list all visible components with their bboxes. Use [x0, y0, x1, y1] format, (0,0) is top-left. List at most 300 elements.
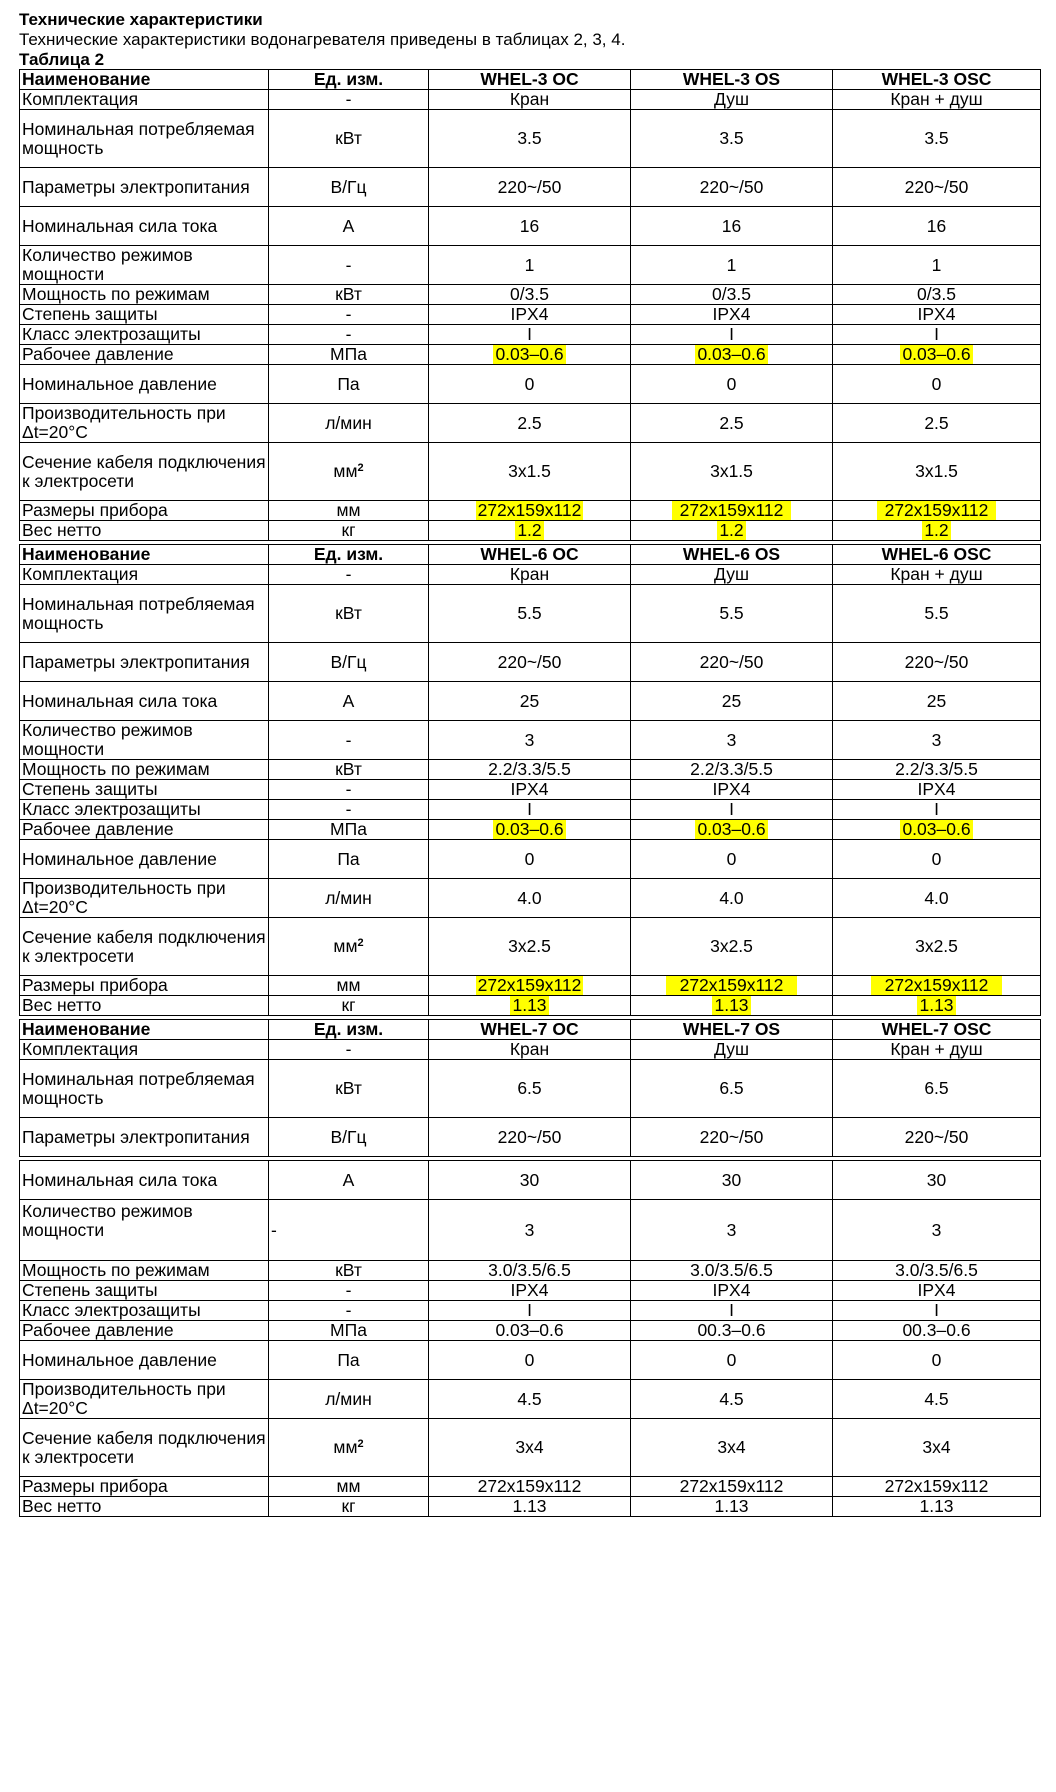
param-unit: мм	[269, 1477, 429, 1497]
table-row	[20, 1040, 1041, 1060]
param-name: Рабочее давление	[20, 820, 269, 840]
header-cell: WHEL-6 OC	[429, 545, 631, 565]
param-value: IPX4	[833, 305, 1041, 325]
table-row	[20, 1060, 1041, 1118]
table-header-row	[20, 545, 1041, 565]
param-name: Параметры электропитания	[20, 643, 269, 682]
param-value	[631, 976, 833, 996]
param-value: 1	[429, 246, 631, 285]
param-value	[833, 521, 1041, 541]
param-value	[833, 996, 1041, 1016]
unit-superscript: 2	[357, 1438, 364, 1450]
param-name: Мощность по режимам	[20, 285, 269, 305]
param-unit: кг	[269, 521, 429, 541]
header-cell: WHEL-7 OC	[429, 1020, 631, 1040]
header-cell: Ед. изм.	[269, 545, 429, 565]
param-value: 3	[429, 721, 631, 760]
param-value: 5.5	[429, 585, 631, 643]
param-value: 16	[631, 207, 833, 246]
param-value: 4.5	[631, 1380, 833, 1419]
param-unit: -	[269, 721, 429, 760]
param-unit: -	[269, 800, 429, 820]
param-value: 2.2/3.3/5.5	[631, 760, 833, 780]
header-cell: WHEL-7 OS	[631, 1020, 833, 1040]
param-unit: МПа	[269, 1321, 429, 1341]
param-unit	[269, 1419, 429, 1477]
param-value: 220~/50	[631, 1118, 833, 1157]
highlighted-value: 272x159x112	[666, 976, 798, 996]
param-value: 220~/50	[631, 643, 833, 682]
param-value: 220~/50	[833, 1118, 1041, 1157]
header-cell: WHEL-3 OC	[429, 70, 631, 90]
param-unit: В/Гц	[269, 643, 429, 682]
table-row	[20, 800, 1041, 820]
header-cell: Наименование	[20, 1020, 269, 1040]
param-name: Размеры прибора	[20, 976, 269, 996]
table-row	[20, 285, 1041, 305]
param-value: 2.5	[631, 404, 833, 443]
intro-text: Технические характеристики водонагревателя приведены в таблицах 2, 3, 4.	[19, 30, 626, 49]
param-value: 30	[833, 1161, 1041, 1200]
param-value: 3x1.5	[631, 443, 833, 501]
spec-table-whel-7	[19, 1019, 1041, 1157]
param-value: 4.5	[429, 1380, 631, 1419]
param-value: 3x4	[429, 1419, 631, 1477]
param-unit: -	[269, 780, 429, 800]
param-value: IPX4	[631, 1281, 833, 1301]
table-row	[20, 976, 1041, 996]
header-cell: Наименование	[20, 70, 269, 90]
param-value: 0	[429, 1341, 631, 1380]
highlighted-value: 0.03–0.6	[697, 344, 766, 364]
highlighted-value: 1.2	[517, 520, 542, 540]
param-value	[833, 345, 1041, 365]
param-name: Производительность при Δt=20°С	[20, 1380, 269, 1419]
param-value: 3.0/3.5/6.5	[429, 1261, 631, 1281]
param-value: 3x4	[833, 1419, 1041, 1477]
param-unit	[269, 918, 429, 976]
param-name: Номинальная сила тока	[20, 207, 269, 246]
param-unit: -	[269, 246, 429, 285]
table-row	[20, 1261, 1041, 1281]
param-value	[429, 521, 631, 541]
param-unit: кВт	[269, 285, 429, 305]
table-row	[20, 1477, 1041, 1497]
param-unit: кВт	[269, 1060, 429, 1118]
param-value: 5.5	[833, 585, 1041, 643]
param-value: 0/3.5	[833, 285, 1041, 305]
param-unit: л/мин	[269, 1380, 429, 1419]
table-header-row	[20, 1020, 1041, 1040]
param-name: Сечение кабеля подключения к электросети	[20, 918, 269, 976]
unit-superscript: 2	[357, 462, 364, 474]
param-value: 0/3.5	[429, 285, 631, 305]
param-value: 30	[429, 1161, 631, 1200]
param-unit: -	[269, 1281, 429, 1301]
param-name: Номинальная потребляемая мощность	[20, 1060, 269, 1118]
table-row	[20, 840, 1041, 879]
unit-text: мм	[333, 461, 358, 481]
param-unit: Па	[269, 840, 429, 879]
param-value: 3x2.5	[429, 918, 631, 976]
table-caption: Таблица 2	[19, 50, 105, 69]
header-cell: WHEL-3 OSC	[833, 70, 1041, 90]
param-name: Комплектация	[20, 565, 269, 585]
param-value: 3	[833, 1200, 1041, 1261]
param-value: Кран + душ	[833, 1040, 1041, 1060]
highlighted-value: 1.2	[924, 520, 949, 540]
table-row	[20, 1118, 1041, 1157]
param-value: 2.2/3.3/5.5	[429, 760, 631, 780]
unit-superscript: 2	[357, 937, 364, 949]
param-value	[631, 820, 833, 840]
param-name: Комплектация	[20, 1040, 269, 1060]
param-value: 6.5	[833, 1060, 1041, 1118]
table-row	[20, 501, 1041, 521]
param-value: 3	[631, 721, 833, 760]
document-page	[19, 10, 1055, 1517]
param-name: Номинальная сила тока	[20, 682, 269, 721]
param-value: Кран + душ	[833, 565, 1041, 585]
param-name: Степень защиты	[20, 305, 269, 325]
param-unit: Па	[269, 1341, 429, 1380]
param-value: IPX4	[429, 1281, 631, 1301]
param-value: 3.5	[429, 110, 631, 168]
param-value: 6.5	[429, 1060, 631, 1118]
param-value: I	[833, 325, 1041, 345]
unit-text: мм	[333, 936, 358, 956]
param-value: 3x2.5	[833, 918, 1041, 976]
param-value: 0	[833, 1341, 1041, 1380]
param-value: I	[631, 1301, 833, 1321]
param-value: 220~/50	[429, 1118, 631, 1157]
param-value: 00.3–0.6	[833, 1321, 1041, 1341]
header-cell: WHEL-3 OS	[631, 70, 833, 90]
param-value: 2.5	[429, 404, 631, 443]
table-row	[20, 585, 1041, 643]
param-name: Номинальное давление	[20, 840, 269, 879]
table-row	[20, 404, 1041, 443]
param-name: Степень защиты	[20, 1281, 269, 1301]
param-value: 1	[631, 246, 833, 285]
param-value: 6.5	[631, 1060, 833, 1118]
param-unit: -	[269, 1040, 429, 1060]
param-value	[429, 820, 631, 840]
param-name: Класс электрозащиты	[20, 800, 269, 820]
highlighted-value: 1.2	[719, 520, 744, 540]
param-value	[833, 820, 1041, 840]
param-name: Вес нетто	[20, 996, 269, 1016]
param-name: Сечение кабеля подключения к электросети	[20, 443, 269, 501]
param-value: Кран	[429, 565, 631, 585]
table-row	[20, 207, 1041, 246]
param-value: 3.0/3.5/6.5	[631, 1261, 833, 1281]
param-name: Рабочее давление	[20, 345, 269, 365]
highlighted-value: 1.13	[512, 995, 547, 1015]
param-value: Душ	[631, 1040, 833, 1060]
table-row	[20, 760, 1041, 780]
param-value	[631, 345, 833, 365]
param-value: 0/3.5	[631, 285, 833, 305]
table-row	[20, 565, 1041, 585]
param-unit: кВт	[269, 110, 429, 168]
param-value: I	[833, 800, 1041, 820]
table-row	[20, 780, 1041, 800]
param-name: Количество режимов мощности	[20, 721, 269, 760]
param-unit: -	[269, 325, 429, 345]
param-value: 0	[631, 840, 833, 879]
param-unit: -	[269, 1301, 429, 1321]
highlighted-value: 1.13	[714, 995, 749, 1015]
param-value: 5.5	[631, 585, 833, 643]
param-value: 0	[631, 1341, 833, 1380]
param-value: 220~/50	[631, 168, 833, 207]
header-cell: WHEL-6 OS	[631, 545, 833, 565]
param-value	[833, 976, 1041, 996]
param-name: Производительность при Δt=20°С	[20, 404, 269, 443]
param-name: Класс электрозащиты	[20, 1301, 269, 1321]
param-unit: кВт	[269, 1261, 429, 1281]
param-name: Вес нетто	[20, 1497, 269, 1517]
param-unit: МПа	[269, 345, 429, 365]
param-name: Номинальная сила тока	[20, 1161, 269, 1200]
param-value: 3x1.5	[833, 443, 1041, 501]
highlighted-value: 272x159x112	[871, 976, 1003, 996]
table-row	[20, 682, 1041, 721]
param-value: IPX4	[631, 305, 833, 325]
highlighted-value: 1.13	[919, 995, 954, 1015]
param-value: Кран	[429, 1040, 631, 1060]
param-value: 272x159x112	[429, 1477, 631, 1497]
param-name: Степень защиты	[20, 780, 269, 800]
highlighted-value: 0.03–0.6	[902, 344, 971, 364]
param-unit: В/Гц	[269, 1118, 429, 1157]
table-row	[20, 918, 1041, 976]
param-unit: -	[269, 565, 429, 585]
param-value	[429, 501, 631, 521]
param-unit: л/мин	[269, 404, 429, 443]
param-name: Размеры прибора	[20, 501, 269, 521]
param-unit: мм	[269, 501, 429, 521]
param-value: 3.5	[631, 110, 833, 168]
table-row	[20, 1380, 1041, 1419]
section-heading: Технические характеристики	[19, 10, 263, 29]
highlighted-value: 272x159x112	[672, 501, 792, 521]
param-value: 220~/50	[833, 643, 1041, 682]
param-value: 1	[833, 246, 1041, 285]
table-row	[20, 996, 1041, 1016]
param-value: I	[429, 800, 631, 820]
highlighted-value: 0.03–0.6	[697, 819, 766, 839]
table-row	[20, 305, 1041, 325]
param-value: 3.0/3.5/6.5	[833, 1261, 1041, 1281]
table-row	[20, 345, 1041, 365]
param-value: 0	[429, 840, 631, 879]
param-value: 4.0	[631, 879, 833, 918]
spec-table-whel-6	[19, 544, 1041, 1016]
param-value: 2.2/3.3/5.5	[833, 760, 1041, 780]
param-value	[429, 345, 631, 365]
param-value: I	[429, 1301, 631, 1321]
table-row	[20, 443, 1041, 501]
param-name: Сечение кабеля подключения к электросети	[20, 1419, 269, 1477]
param-name: Номинальное давление	[20, 1341, 269, 1380]
param-value: I	[429, 325, 631, 345]
param-unit: -	[269, 90, 429, 110]
highlighted-value: 272x159x112	[477, 500, 582, 520]
param-value: 30	[631, 1161, 833, 1200]
param-value: 16	[429, 207, 631, 246]
header-cell: Наименование	[20, 545, 269, 565]
unit-text: мм	[333, 1437, 358, 1457]
param-name: Вес нетто	[20, 521, 269, 541]
table-row	[20, 1281, 1041, 1301]
param-value: 272x159x112	[833, 1477, 1041, 1497]
param-unit: кг	[269, 996, 429, 1016]
table-row	[20, 879, 1041, 918]
param-value: 3x2.5	[631, 918, 833, 976]
param-value	[429, 996, 631, 1016]
param-name: Рабочее давление	[20, 1321, 269, 1341]
param-unit: мм	[269, 976, 429, 996]
param-unit: -	[269, 305, 429, 325]
param-name: Номинальная потребляемая мощность	[20, 585, 269, 643]
table-row	[20, 1200, 1041, 1261]
param-value: Кран + душ	[833, 90, 1041, 110]
param-name: Мощность по режимам	[20, 760, 269, 780]
param-value: 3x1.5	[429, 443, 631, 501]
highlighted-value: 0.03–0.6	[495, 819, 564, 839]
table-row	[20, 1161, 1041, 1200]
param-value: IPX4	[631, 780, 833, 800]
param-unit: Па	[269, 365, 429, 404]
table-header-row	[20, 70, 1041, 90]
header-cell: WHEL-7 OSC	[833, 1020, 1041, 1040]
param-unit: кВт	[269, 585, 429, 643]
param-name: Количество режимов мощности	[20, 246, 269, 285]
table-row	[20, 246, 1041, 285]
param-value: 4.0	[429, 879, 631, 918]
table-row	[20, 1419, 1041, 1477]
param-value: 220~/50	[833, 168, 1041, 207]
param-value: I	[631, 800, 833, 820]
table-row	[20, 521, 1041, 541]
param-value: 3	[833, 721, 1041, 760]
param-value: 16	[833, 207, 1041, 246]
param-value	[833, 501, 1041, 521]
highlighted-value: 272x159x112	[477, 975, 582, 995]
table-row	[20, 1301, 1041, 1321]
param-value: 272x159x112	[631, 1477, 833, 1497]
param-value: 0	[429, 365, 631, 404]
param-value: IPX4	[429, 305, 631, 325]
table-row	[20, 365, 1041, 404]
spec-table-whel-3	[19, 69, 1041, 541]
param-value: Душ	[631, 565, 833, 585]
param-unit: В/Гц	[269, 168, 429, 207]
param-value: 2.5	[833, 404, 1041, 443]
param-name: Комплектация	[20, 90, 269, 110]
highlighted-value: 0.03–0.6	[495, 344, 564, 364]
param-value: 3x4	[631, 1419, 833, 1477]
param-unit: л/мин	[269, 879, 429, 918]
param-unit: А	[269, 207, 429, 246]
header-cell: Ед. изм.	[269, 70, 429, 90]
header-cell: Ед. изм.	[269, 1020, 429, 1040]
table-row	[20, 820, 1041, 840]
param-value: 25	[833, 682, 1041, 721]
param-unit: кг	[269, 1497, 429, 1517]
table-row	[20, 1341, 1041, 1380]
table-row	[20, 643, 1041, 682]
param-value: Душ	[631, 90, 833, 110]
spec-table-whel-7-continued	[19, 1160, 1041, 1517]
param-unit: -	[269, 1200, 429, 1261]
param-value: 0	[833, 365, 1041, 404]
param-name: Параметры электропитания	[20, 168, 269, 207]
param-name: Мощность по режимам	[20, 1261, 269, 1281]
param-value: 1.13	[833, 1497, 1041, 1517]
param-value: 4.0	[833, 879, 1041, 918]
table-row	[20, 1321, 1041, 1341]
param-unit: А	[269, 1161, 429, 1200]
param-value: I	[631, 325, 833, 345]
param-value: 0	[833, 840, 1041, 879]
param-value: I	[833, 1301, 1041, 1321]
param-value: 0	[631, 365, 833, 404]
param-name: Номинальное давление	[20, 365, 269, 404]
param-name: Номинальная потребляемая мощность	[20, 110, 269, 168]
param-unit: МПа	[269, 820, 429, 840]
param-value: 3	[631, 1200, 833, 1261]
table-row	[20, 721, 1041, 760]
param-name: Класс электрозащиты	[20, 325, 269, 345]
param-value: 4.5	[833, 1380, 1041, 1419]
highlighted-value: 0.03–0.6	[902, 819, 971, 839]
param-name: Количество режимов мощности	[20, 1200, 269, 1261]
param-value	[429, 976, 631, 996]
param-value: 25	[429, 682, 631, 721]
param-value	[631, 996, 833, 1016]
param-value: 220~/50	[429, 168, 631, 207]
header-cell: WHEL-6 OSC	[833, 545, 1041, 565]
param-value: Кран	[429, 90, 631, 110]
param-value	[631, 501, 833, 521]
param-value: 1.13	[631, 1497, 833, 1517]
param-unit: А	[269, 682, 429, 721]
param-name: Размеры прибора	[20, 1477, 269, 1497]
param-value: 25	[631, 682, 833, 721]
table-row	[20, 1497, 1041, 1517]
param-value: 00.3–0.6	[631, 1321, 833, 1341]
param-value: 1.13	[429, 1497, 631, 1517]
param-value: 3.5	[833, 110, 1041, 168]
table-row	[20, 110, 1041, 168]
param-name: Параметры электропитания	[20, 1118, 269, 1157]
param-value: IPX4	[833, 780, 1041, 800]
param-value: IPX4	[429, 780, 631, 800]
param-name: Производительность при Δt=20°С	[20, 879, 269, 918]
highlighted-value: 272x159x112	[877, 501, 997, 521]
param-value: 3	[429, 1200, 631, 1261]
table-row	[20, 168, 1041, 207]
table-row	[20, 90, 1041, 110]
param-unit	[269, 443, 429, 501]
table-row	[20, 325, 1041, 345]
param-unit: кВт	[269, 760, 429, 780]
param-value: 220~/50	[429, 643, 631, 682]
param-value: IPX4	[833, 1281, 1041, 1301]
